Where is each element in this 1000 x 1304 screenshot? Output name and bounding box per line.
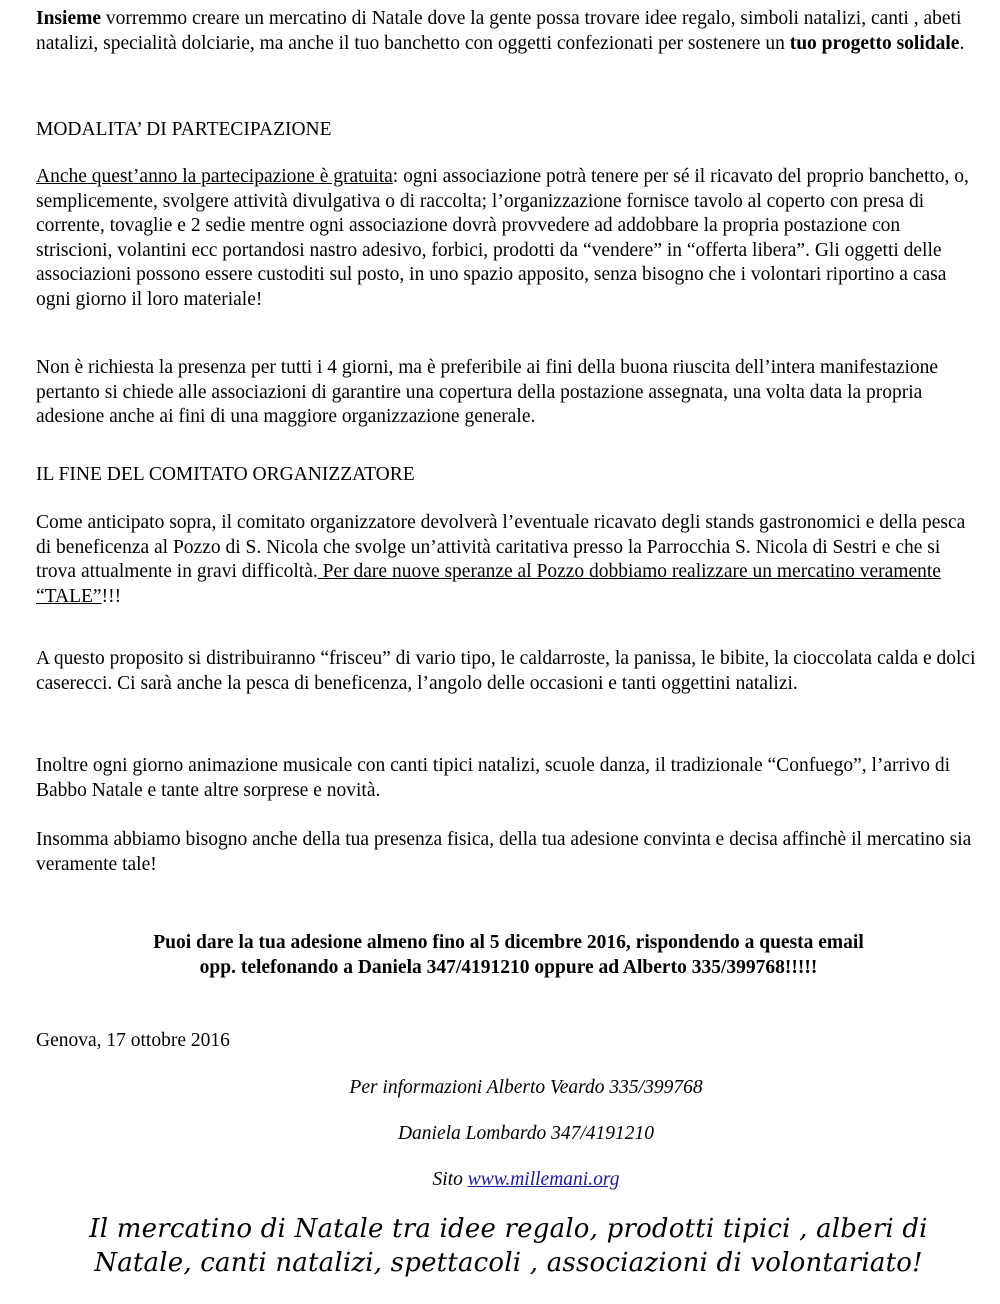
contact-site (276, 1168, 776, 1214)
deadline-line-2: opp. telefonando a Daniela 347/4191210 oppure ad Alberto 335/399768!!!!! (199, 956, 818, 978)
deadline-line-1: Puoi dare la tua adesione almeno fino al 5 dicembre 2016, rispondendo a questa email (153, 932, 864, 953)
contact-info-alberto: Per informazioni Alberto Veardo 335/399768 (349, 1077, 703, 1098)
intro-lead: Insieme (36, 8, 101, 29)
food-paragraph: A questo proposito si distribuiranno “frisceu” di vario tipo, le caldarroste, la panissa, le bibite, la cioccolata calda e dolci caserecci. Ci sarà anche la pesca di beneficenza, l’angolo delle occasioni e tanti oggettini natalizi. (36, 648, 976, 694)
closing-paragraph: Insomma abbiamo bisogno anche della tua presenza fisica, della tua adesione convinta e decisa affinchè il mercatino sia veramente tale! (36, 829, 972, 875)
tagline-line-2: Natale, canti natalizi, spettacoli , associazioni di volontariato! (94, 1248, 923, 1278)
intro-text-end: . (959, 32, 965, 54)
heading-modalita: MODALITA’ DI PARTECIPAZIONE (36, 119, 332, 140)
committee-paragraph (36, 511, 981, 609)
presence-paragraph: Non è richiesta la presenza per tutti i 4 giorni, ma è preferibile ai fini della buona riuscita dell’intera manifestazione pertanto si chiede alle associazioni di garantire una copertura della postazione assegnata, una volta data la propria adesione anche ai fini di una maggiore organizzazione generale. (36, 357, 939, 428)
intro-bold-end: tuo progetto solidale (789, 32, 960, 54)
committee-exclaim: !!! (101, 585, 122, 607)
site-link[interactable]: www.millemani.org (467, 1169, 620, 1190)
site-prefix: Sito (432, 1169, 468, 1190)
participation-paragraph (36, 165, 981, 313)
intro-text: vorremmo creare un mercatino di Natale dove la gente possa trovare idee regalo, simboli natalizi, canti , abeti natalizi, specialità dolciarie, ma anche il tuo banchetto con oggetti confezionati per sostenere un (36, 8, 962, 54)
tagline-line-1: Il mercatino di Natale tra idee regalo, prodotti tipici , alberi di (89, 1214, 928, 1244)
participation-free-underlined: Anche quest’anno la partecipazione è gratuita (36, 166, 393, 187)
date-line: Genova, 17 ottobre 2016 (36, 1030, 230, 1051)
participation-body: : ogni associazione potrà tenere per sé il ricavato del proprio banchetto, o, semplicemente, svolgere attività divulgativa o di raccolta; l’organizzazione fornisce tavolo al coperto con presa di corrente, tovaglie e 2 sedie mentre ogni associazione dovrà provvedere ad addobbare la propria postazione con striscioni, volantini ecc portandosi nastro adesivo, forbici, prodotti da “vendere” in “offerta libera”. Gli oggetti delle associazioni possono essere custoditi sul posto, in uno spazio apposito, senza bisogno che i volontari riportino a casa ogni giorno il loro materiale! (36, 166, 969, 310)
intro-paragraph (36, 7, 981, 56)
deadline-notice (36, 931, 981, 980)
contacts-block (276, 1076, 776, 1214)
contact-daniela: Daniela Lombardo 347/4191210 (397, 1123, 655, 1144)
heading-fine-comitato: IL FINE DEL COMITATO ORGANIZZATORE (36, 464, 415, 485)
committee-body: Come anticipato sopra, il comitato organizzatore devolverà l’eventuale ricavato degli stands gastronomici e della pesca di beneficenza al Pozzo di S. Nicola che svolge un’attività caritativa presso la Parrocchia S. Nicola di Sestri e che si trova attualmente in gravi difficoltà. (36, 512, 966, 583)
committee-underlined: Per dare nuove speranze al Pozzo dobbiamo realizzare un mercatino veramente “TALE” (36, 561, 941, 607)
entertainment-paragraph: Inoltre ogni giorno animazione musicale con canti tipici natalizi, scuole danza, il tradizionale “Confuego”, l’arrivo di Babbo Natale e tante altre sorprese e novità. (36, 755, 951, 801)
tagline (36, 1212, 981, 1280)
